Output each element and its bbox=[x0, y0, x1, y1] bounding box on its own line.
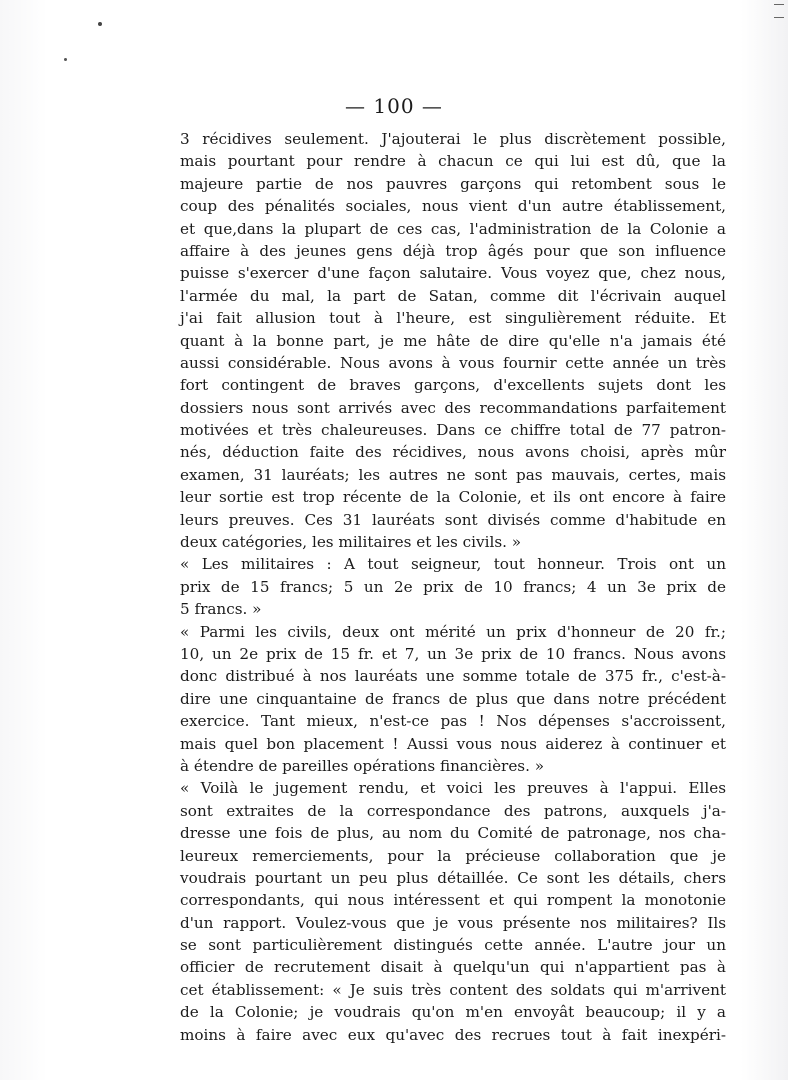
text-line: de la Colonie; je voudrais qu'on m'en envoyât beaucoup; il y a bbox=[180, 1003, 726, 1022]
text-line: majeure partie de nos pauvres garçons qui retombent sous le bbox=[180, 174, 726, 193]
text-line: d'un rapport. Voulez-vous que je vous présente nos militaires? Ils bbox=[180, 913, 726, 932]
text-line: j'ai fait allusion tout à l'heure, est singulièrement réduite. Et bbox=[180, 309, 726, 328]
text-line: 5 francs. » bbox=[180, 600, 262, 619]
text-line: prix de 15 francs; 5 un 2e prix de 10 francs; 4 un 3e prix de bbox=[180, 577, 726, 596]
text-line: 3 récidives seulement. J'ajouterai le plus discrètement possible, bbox=[180, 130, 726, 148]
text-line: à étendre de pareilles opérations financières. » bbox=[180, 756, 545, 775]
text-line: moins à faire avec eux qu'avec des recrues tout à fait inexpéri- bbox=[180, 1025, 726, 1044]
text-line: mais pourtant pour rendre à chacun ce qui lui est dû, que la bbox=[180, 152, 726, 171]
text-line: leureux remerciements, pour la précieuse collaboration que je bbox=[180, 846, 726, 865]
text-line: quant à la bonne part, je me hâte de dire qu'elle n'a jamais été bbox=[180, 331, 726, 350]
text-line: « Parmi les civils, deux ont mérité un prix d'honneur de 20 fr.; bbox=[180, 622, 726, 641]
text-line: l'armée du mal, la part de Satan, comme dit l'écrivain auquel bbox=[180, 286, 726, 305]
ink-speck bbox=[64, 58, 67, 61]
text-line: deux catégories, les militaires et les civils. » bbox=[180, 533, 522, 552]
ink-speck bbox=[98, 22, 102, 26]
text-line: dossiers nous sont arrivés avec des recommandations parfaitement bbox=[180, 398, 726, 417]
text-line: cet établissement: « Je suis très content des soldats qui m'arrivent bbox=[180, 980, 726, 999]
text-line: nés, déduction faite des récidives, nous avons choisi, après mûr bbox=[180, 443, 726, 462]
text-line: dresse une fois de plus, au nom du Comité de patronage, nos cha- bbox=[180, 824, 726, 843]
text-line: puisse s'exercer d'une façon salutaire. Vous voyez que, chez nous, bbox=[180, 264, 726, 283]
text-line: se sont particulièrement distingués cette année. L'autre jour un bbox=[180, 936, 726, 955]
text-line: aussi considérable. Nous avons à vous fournir cette année un très bbox=[180, 353, 726, 372]
text-line: coup des pénalités sociales, nous vient d'un autre établissement, bbox=[180, 197, 726, 216]
page-number: — 100 — bbox=[345, 94, 443, 118]
text-line: officier de recrutement disait à quelqu'un qui n'appartient pas à bbox=[180, 958, 726, 977]
text-line: voudrais pourtant un peu plus détaillée. Ce sont les détails, chers bbox=[180, 868, 726, 887]
text-line: leurs preuves. Ces 31 lauréats sont divisés comme d'habitude en bbox=[180, 510, 726, 529]
text-line: exercice. Tant mieux, n'est-ce pas ! Nos dépenses s'accroissent, bbox=[180, 712, 726, 731]
text-line: fort contingent de braves garçons, d'excellents sujets dont les bbox=[180, 376, 726, 395]
body-text bbox=[180, 128, 726, 1046]
text-line: leur sortie est trop récente de la Colonie, et ils ont encore à faire bbox=[180, 488, 726, 507]
text-line: motivées et très chaleureuses. Dans ce chiffre total de 77 patron- bbox=[180, 421, 726, 440]
text-line: et que,dans la plupart de ces cas, l'administration de la Colonie a bbox=[180, 219, 726, 238]
text-line: affaire à des jeunes gens déjà trop âgés pour que son influence bbox=[180, 241, 726, 260]
text-line: donc distribué à nos lauréats une somme totale de 375 fr., c'est-à- bbox=[180, 667, 726, 686]
text-line: 10, un 2e prix de 15 fr. et 7, un 3e prix de 10 francs. Nous avons bbox=[180, 644, 726, 663]
text-line: dire une cinquantaine de francs de plus que dans notre précédent bbox=[180, 689, 726, 708]
page-corner-mark bbox=[774, 4, 784, 18]
text-line: mais quel bon placement ! Aussi vous nous aiderez à continuer et bbox=[180, 734, 726, 753]
text-line: « Voilà le jugement rendu, et voici les preuves à l'appui. Elles bbox=[180, 779, 726, 798]
text-line: « Les militaires : A tout seigneur, tout honneur. Trois ont un bbox=[180, 555, 726, 574]
text-line: sont extraites de la correspondance des patrons, auxquels j'a- bbox=[180, 801, 726, 820]
text-line: correspondants, qui nous intéressent et qui rompent la monotonie bbox=[180, 891, 726, 910]
text-line: examen, 31 lauréats; les autres ne sont pas mauvais, certes, mais bbox=[180, 465, 726, 484]
